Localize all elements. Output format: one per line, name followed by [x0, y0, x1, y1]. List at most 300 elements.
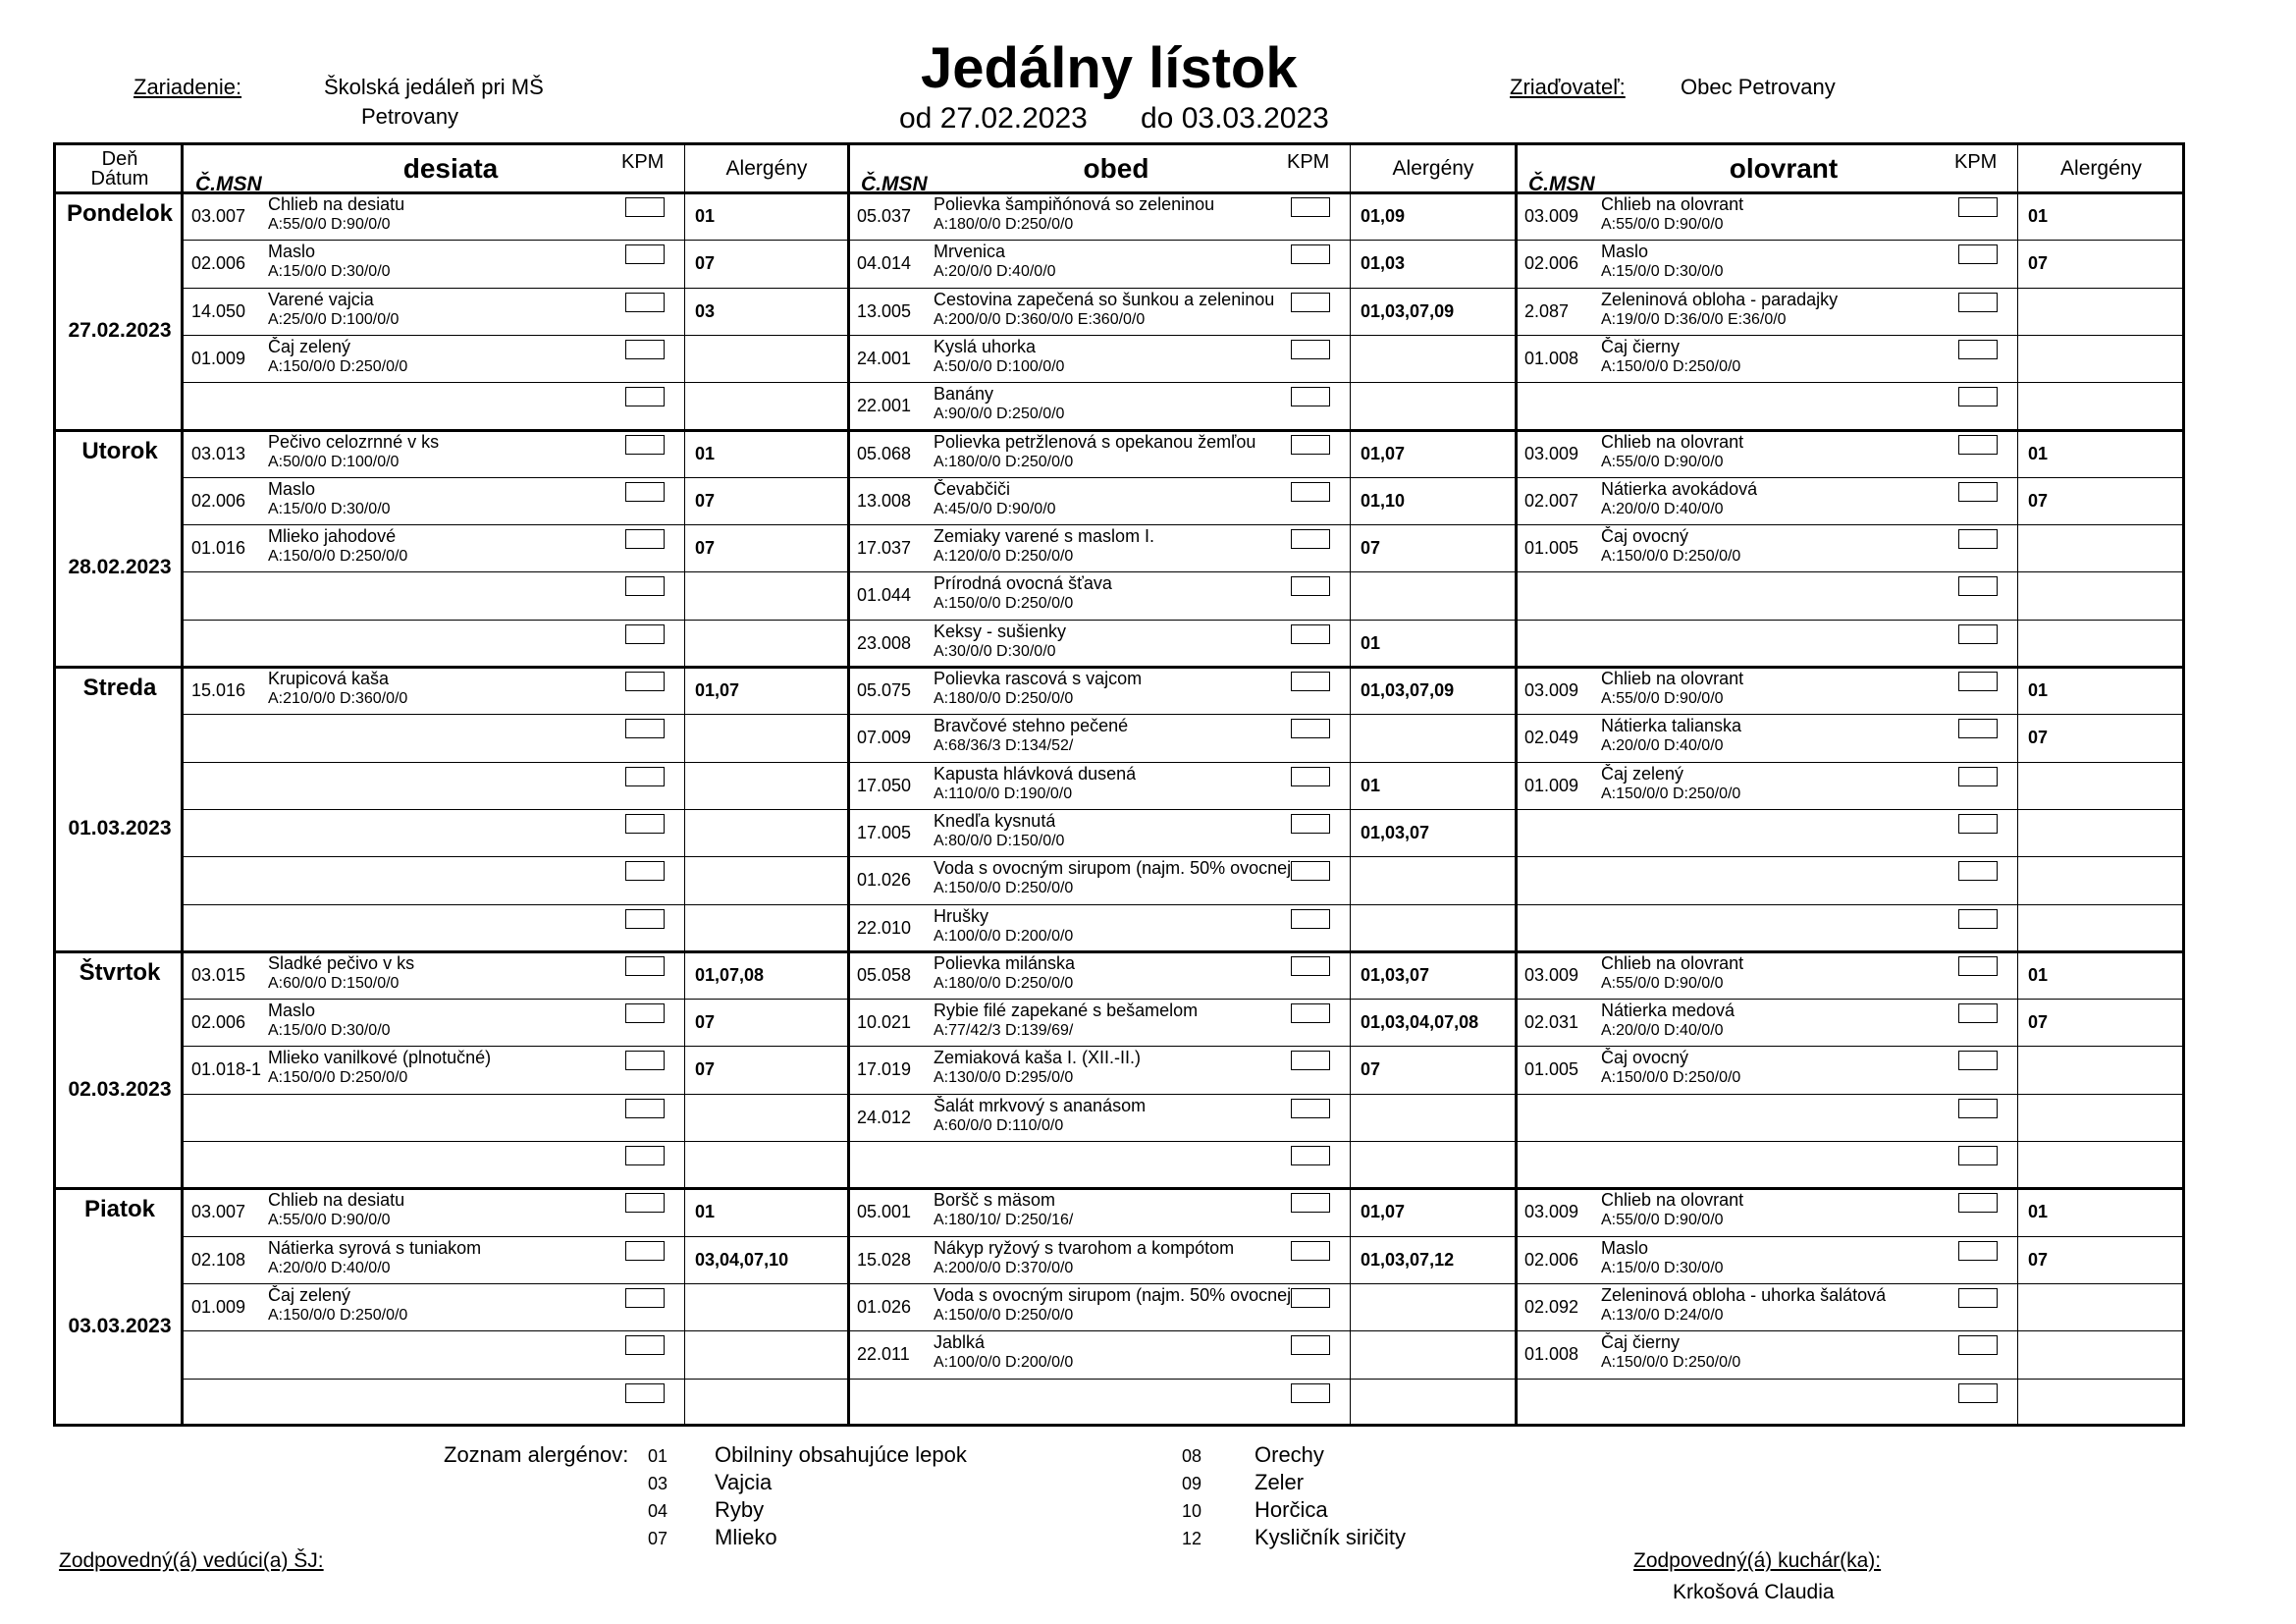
kpm-checkbox — [625, 1193, 665, 1213]
header-allergens: Alergény — [725, 157, 808, 180]
kpm-checkbox — [1291, 1241, 1330, 1261]
row-separator — [184, 762, 2182, 763]
kpm-checkbox — [1291, 529, 1330, 549]
allergen-code: 12 — [1182, 1529, 1202, 1548]
meal-name: Nátierka syrová s tuniakom — [268, 1237, 482, 1258]
meal-name: Maslo — [1601, 242, 1649, 262]
facility-label: Zariadenie: — [133, 75, 242, 99]
meal-portion: A:55/0/0 D:90/0/0 — [1601, 453, 1724, 470]
meal-name: Maslo — [1601, 1237, 1649, 1258]
meal-name: Čaj zelený — [268, 336, 351, 356]
column-divider — [1350, 145, 1351, 1424]
meal-code: 02.031 — [1524, 1012, 1579, 1033]
meal-allergens: 01,03,07 — [1361, 822, 1430, 842]
kpm-checkbox — [1958, 1335, 1998, 1355]
meal-name: Knedľa kysnutá — [934, 810, 1056, 831]
column-divider — [2017, 145, 2018, 1424]
day-date: 28.02.2023 — [68, 556, 172, 579]
row-separator — [184, 1046, 2182, 1047]
meal-name: Varené vajcia — [268, 289, 374, 309]
header-msn: Č.MSN — [861, 173, 928, 195]
kpm-checkbox — [1958, 719, 1998, 738]
meal-portion: A:100/0/0 D:200/0/0 — [934, 1354, 1074, 1372]
meal-code: 15.028 — [857, 1249, 912, 1270]
meal-code: 01.009 — [191, 348, 246, 368]
meal-portion: A:15/0/0 D:30/0/0 — [1601, 1259, 1724, 1276]
allergen-code: 07 — [648, 1529, 668, 1548]
meal-code: 22.010 — [857, 917, 912, 938]
day-name: Piatok — [83, 1196, 156, 1223]
facility-location: Petrovany — [361, 104, 459, 129]
row-separator — [184, 1379, 2182, 1380]
row-separator — [184, 288, 2182, 289]
meal-code: 01.016 — [191, 538, 246, 559]
kpm-checkbox — [1291, 1146, 1330, 1165]
header-section-obed: obed — [1083, 153, 1149, 184]
meal-name: Čaj ovocný — [1601, 526, 1689, 547]
meal-allergens: 07 — [695, 490, 716, 511]
kpm-checkbox — [1958, 387, 1998, 406]
founder-label: Zriaďovateľ: — [1510, 75, 1626, 99]
meal-code: 02.006 — [1524, 253, 1579, 274]
meal-portion: A:180/0/0 D:250/0/0 — [934, 690, 1074, 707]
meal-allergens: 03 — [695, 300, 716, 321]
meal-name: Čaj čierny — [1601, 336, 1681, 356]
meal-code: 24.001 — [857, 348, 912, 368]
meal-code: 13.005 — [857, 300, 912, 321]
meal-name: Chlieb na desiatu — [268, 194, 405, 214]
meal-allergens: 01 — [2028, 680, 2049, 700]
meal-code: 01.005 — [1524, 1059, 1579, 1080]
meal-portion: A:50/0/0 D:100/0/0 — [934, 357, 1065, 375]
meal-portion: A:150/0/0 D:250/0/0 — [1601, 548, 1741, 566]
meal-name: Mrvenica — [934, 242, 1006, 262]
meal-name: Sladké pečivo v ks — [268, 952, 415, 973]
meal-name: Prírodná ovocná šťava — [934, 573, 1112, 594]
meal-code: 02.092 — [1524, 1296, 1579, 1317]
meal-code: 17.037 — [857, 538, 912, 559]
meal-name: Čaj zelený — [268, 1284, 351, 1305]
meal-portion: A:68/36/3 D:134/52/ — [934, 737, 1074, 755]
row-separator — [184, 999, 2182, 1000]
kpm-checkbox — [1291, 956, 1330, 976]
meal-code: 03.007 — [191, 206, 246, 226]
kpm-checkbox — [625, 1051, 665, 1070]
allergen-code: 03 — [648, 1474, 668, 1493]
meal-portion: A:150/0/0 D:250/0/0 — [934, 595, 1074, 613]
meal-name: Maslo — [268, 478, 316, 499]
kpm-checkbox — [1958, 672, 1998, 691]
kpm-checkbox — [1958, 624, 1998, 644]
row-separator — [184, 856, 2182, 857]
kpm-checkbox — [625, 1383, 665, 1403]
meal-name: Nátierka medová — [1601, 1001, 1735, 1021]
kpm-checkbox — [1291, 909, 1330, 929]
meal-name: Zeleninová obloha - uhorka šalátová — [1601, 1284, 1887, 1305]
allergen-name: Mlieko — [715, 1525, 777, 1549]
kpm-checkbox — [1291, 624, 1330, 644]
meal-portion: A:200/0/0 D:360/0/0 E:360/0/0 — [934, 310, 1146, 328]
meal-portion: A:80/0/0 D:150/0/0 — [934, 832, 1065, 849]
meal-code: 05.001 — [857, 1202, 912, 1222]
meal-portion: A:180/10/ D:250/16/ — [934, 1212, 1074, 1229]
meal-portion: A:150/0/0 D:250/0/0 — [1601, 1354, 1741, 1372]
row-separator — [184, 904, 2182, 905]
kpm-checkbox — [1291, 340, 1330, 359]
header-kpm: KPM — [1287, 151, 1330, 173]
meal-name: Mlieko jahodové — [268, 526, 397, 547]
meal-portion: A:25/0/0 D:100/0/0 — [268, 310, 400, 328]
header-kpm: KPM — [1954, 151, 1998, 173]
kpm-checkbox — [625, 387, 665, 406]
kpm-checkbox — [625, 1003, 665, 1023]
meal-name: Čevabčiči — [934, 478, 1011, 499]
meal-allergens: 01 — [2028, 964, 2049, 985]
row-separator — [184, 620, 2182, 621]
meal-allergens: 01,07 — [1361, 443, 1406, 463]
meal-name: Keksy - sušienky — [934, 621, 1067, 641]
meal-portion: A:150/0/0 D:250/0/0 — [268, 1306, 408, 1324]
meal-portion: A:55/0/0 D:90/0/0 — [1601, 1212, 1724, 1229]
meal-portion: A:20/0/0 D:40/0/0 — [1601, 1022, 1724, 1040]
meal-portion: A:20/0/0 D:40/0/0 — [1601, 500, 1724, 517]
meal-code: 03.015 — [191, 964, 246, 985]
meal-code: 17.019 — [857, 1059, 912, 1080]
allergen-name: Kysličník siričity — [1255, 1525, 1407, 1549]
meal-allergens: 07 — [695, 1012, 716, 1033]
meal-name: Čaj zelený — [1601, 763, 1684, 784]
allergen-name: Zeler — [1255, 1470, 1305, 1494]
meal-allergens: 01,07 — [1361, 1202, 1406, 1222]
section-divider — [847, 145, 850, 1424]
kpm-checkbox — [1958, 1383, 1998, 1403]
meal-portion: A:13/0/0 D:24/0/0 — [1601, 1306, 1724, 1324]
meal-code: 01.009 — [1524, 775, 1579, 795]
allergen-code: 01 — [648, 1446, 668, 1466]
kpm-checkbox — [1291, 672, 1330, 691]
meal-name: Chlieb na olovrant — [1601, 669, 1744, 688]
meal-code: 2.087 — [1524, 300, 1570, 321]
meal-name: Jablká — [934, 1332, 986, 1353]
kpm-checkbox — [1958, 767, 1998, 786]
meal-code: 05.037 — [857, 206, 912, 226]
meal-name: Chlieb na olovrant — [1601, 952, 1744, 973]
row-separator — [184, 809, 2182, 810]
kpm-checkbox — [1958, 1003, 1998, 1023]
meal-allergens: 01,03,07,09 — [1361, 300, 1455, 321]
header-msn: Č.MSN — [1528, 173, 1595, 195]
row-separator — [184, 524, 2182, 525]
meal-name: Kapusta hlávková dusená — [934, 763, 1137, 784]
meal-code: 03.013 — [191, 443, 246, 463]
kpm-checkbox — [1958, 576, 1998, 596]
meal-code: 01.044 — [857, 585, 912, 606]
meal-name: Polievka rascová s vajcom — [934, 669, 1143, 688]
meal-code: 01.018-1 — [191, 1059, 262, 1080]
meal-allergens: 01 — [1361, 632, 1381, 653]
meal-name: Cestovina zapečená so šunkou a zeleninou — [934, 289, 1275, 309]
meal-portion: A:19/0/0 D:36/0/0 E:36/0/0 — [1601, 310, 1787, 328]
kpm-checkbox — [1958, 814, 1998, 834]
kpm-checkbox — [625, 1288, 665, 1308]
row-separator — [184, 1094, 2182, 1095]
meal-portion: A:110/0/0 D:190/0/0 — [934, 785, 1073, 802]
meal-portion: A:55/0/0 D:90/0/0 — [1601, 690, 1724, 707]
header-allergens: Alergény — [1392, 157, 1474, 180]
day-name: Štvrtok — [79, 958, 161, 986]
meal-name: Hrušky — [934, 905, 989, 926]
kpm-checkbox — [625, 576, 665, 596]
meal-portion: A:15/0/0 D:30/0/0 — [268, 1022, 391, 1040]
kpm-checkbox — [1958, 244, 1998, 264]
meal-portion: A:15/0/0 D:30/0/0 — [268, 500, 391, 517]
meal-portion: A:150/0/0 D:250/0/0 — [268, 357, 408, 375]
kpm-checkbox — [1958, 293, 1998, 312]
page-title: Jedálny lístok — [921, 36, 1298, 100]
kpm-checkbox — [1958, 1241, 1998, 1261]
kpm-checkbox — [625, 909, 665, 929]
kpm-checkbox — [625, 719, 665, 738]
meal-code: 15.016 — [191, 680, 246, 700]
kpm-checkbox — [1958, 1193, 1998, 1213]
meal-portion: A:150/0/0 D:250/0/0 — [934, 1306, 1074, 1324]
meal-portion: A:20/0/0 D:40/0/0 — [268, 1259, 391, 1276]
kpm-checkbox — [1291, 435, 1330, 455]
meal-portion: A:150/0/0 D:250/0/0 — [1601, 357, 1741, 375]
meal-name: Nákyp ryžový s tvarohom a kompótom — [934, 1237, 1235, 1258]
meal-code: 02.006 — [1524, 1249, 1579, 1270]
allergen-name: Orechy — [1255, 1442, 1324, 1467]
meal-portion: A:130/0/0 D:295/0/0 — [934, 1069, 1074, 1087]
day-date: 01.03.2023 — [68, 816, 172, 839]
meal-code: 10.021 — [857, 1012, 912, 1033]
meal-allergens: 01,07 — [695, 680, 740, 700]
kpm-checkbox — [1958, 956, 1998, 976]
meal-portion: A:90/0/0 D:250/0/0 — [934, 406, 1065, 423]
kpm-checkbox — [625, 1146, 665, 1165]
meal-allergens: 01 — [1361, 775, 1381, 795]
kpm-checkbox — [625, 767, 665, 786]
kpm-checkbox — [1958, 197, 1998, 217]
kpm-checkbox — [1291, 1383, 1330, 1403]
kpm-checkbox — [1291, 1099, 1330, 1118]
meal-portion: A:15/0/0 D:30/0/0 — [1601, 263, 1724, 281]
header-day: Deň — [101, 148, 138, 170]
allergen-code: 04 — [648, 1501, 668, 1521]
meal-code: 01.008 — [1524, 1344, 1579, 1365]
meal-allergens: 01,03,07 — [1361, 964, 1430, 985]
meal-name: Mlieko vanilkové (plnotučné) — [268, 1048, 492, 1068]
meal-name: Chlieb na desiatu — [268, 1190, 405, 1211]
kpm-checkbox — [1291, 244, 1330, 264]
allergen-name: Obilniny obsahujúce lepok — [715, 1442, 967, 1467]
meal-portion: A:180/0/0 D:250/0/0 — [934, 974, 1074, 992]
meal-code: 01.005 — [1524, 538, 1579, 559]
meal-portion: A:120/0/0 D:250/0/0 — [934, 548, 1074, 566]
meal-allergens: 07 — [695, 253, 716, 274]
cook-name: Krkošová Claudia — [1673, 1581, 1835, 1603]
header-allergens: Alergény — [2060, 157, 2142, 180]
meal-allergens: 01 — [695, 443, 716, 463]
row-separator — [184, 382, 2182, 383]
header-msn: Č.MSN — [195, 173, 262, 195]
meal-name: Šalát mrkvový s ananásom — [934, 1095, 1147, 1115]
meal-allergens: 07 — [2028, 1249, 2049, 1270]
row-separator — [184, 477, 2182, 478]
meal-allergens: 01,03,07,09 — [1361, 680, 1455, 700]
kpm-checkbox — [1291, 719, 1330, 738]
meal-name: Chlieb na olovrant — [1601, 194, 1744, 214]
kpm-checkbox — [1291, 1193, 1330, 1213]
meal-portion: A:50/0/0 D:100/0/0 — [268, 453, 400, 470]
day-date: 03.03.2023 — [68, 1315, 172, 1338]
meal-portion: A:45/0/0 D:90/0/0 — [934, 500, 1056, 517]
header-date: Dátum — [90, 168, 149, 189]
kpm-checkbox — [1291, 482, 1330, 502]
meal-name: Zeleninová obloha - paradajky — [1601, 289, 1839, 309]
head-signature-label: Zodpovedný(á) vedúci(a) ŠJ: — [59, 1549, 324, 1572]
kpm-checkbox — [625, 861, 665, 881]
meal-allergens: 03,04,07,10 — [695, 1249, 789, 1270]
meal-portion: A:150/0/0 D:250/0/0 — [1601, 1069, 1741, 1087]
kpm-checkbox — [1958, 435, 1998, 455]
meal-portion: A:55/0/0 D:90/0/0 — [1601, 974, 1724, 992]
kpm-checkbox — [1958, 861, 1998, 881]
row-separator — [184, 571, 2182, 572]
meal-allergens: 01,07,08 — [695, 964, 765, 985]
kpm-checkbox — [1958, 1146, 1998, 1165]
meal-portion: A:180/0/0 D:250/0/0 — [934, 453, 1074, 470]
meal-allergens: 07 — [2028, 490, 2049, 511]
meal-name: Nátierka avokádová — [1601, 478, 1758, 499]
meal-code: 03.009 — [1524, 1202, 1579, 1222]
meal-code: 01.026 — [857, 1296, 912, 1317]
allergen-legend-label: Zoznam alergénov: — [444, 1442, 629, 1467]
kpm-checkbox — [625, 672, 665, 691]
day-date: 27.02.2023 — [68, 318, 172, 342]
meal-allergens: 01,10 — [1361, 490, 1406, 511]
meal-portion: A:60/0/0 D:150/0/0 — [268, 974, 400, 992]
kpm-checkbox — [1958, 1099, 1998, 1118]
founder-value: Obec Petrovany — [1681, 75, 1836, 99]
meal-code: 03.009 — [1524, 680, 1579, 700]
meal-code: 23.008 — [857, 632, 912, 653]
meal-name: Voda s ovocným sirupom (najm. 50% ovocnej — [934, 1284, 1291, 1305]
kpm-checkbox — [1958, 340, 1998, 359]
kpm-checkbox — [1291, 1288, 1330, 1308]
meal-code: 14.050 — [191, 300, 246, 321]
menu-table — [53, 142, 2185, 1427]
header-section-desiata: desiata — [402, 153, 499, 184]
meal-portion: A:15/0/0 D:30/0/0 — [268, 263, 391, 281]
meal-code: 02.006 — [191, 253, 246, 274]
meal-name: Zemiaková kaša I. (XII.-II.) — [934, 1048, 1142, 1068]
meal-allergens: 01 — [695, 206, 716, 226]
meal-allergens: 01 — [2028, 443, 2049, 463]
kpm-checkbox — [625, 340, 665, 359]
row-separator — [184, 1141, 2182, 1142]
meal-allergens: 01 — [695, 1202, 716, 1222]
meal-code: 17.005 — [857, 822, 912, 842]
meal-name: Polievka petržlenová s opekanou žemľou — [934, 431, 1256, 452]
row-separator — [184, 1236, 2182, 1237]
meal-name: Maslo — [268, 1001, 316, 1021]
kpm-checkbox — [1958, 529, 1998, 549]
allergen-name: Ryby — [715, 1497, 765, 1522]
allergen-name: Horčica — [1255, 1497, 1328, 1522]
meal-portion: A:180/0/0 D:250/0/0 — [934, 216, 1074, 233]
meal-portion: A:55/0/0 D:90/0/0 — [268, 216, 391, 233]
kpm-checkbox — [1291, 861, 1330, 881]
meal-portion: A:150/0/0 D:250/0/0 — [934, 880, 1074, 897]
day-name: Streda — [82, 675, 157, 701]
kpm-checkbox — [625, 293, 665, 312]
meal-allergens: 07 — [1361, 1059, 1381, 1080]
meal-allergens: 01 — [2028, 1202, 2049, 1222]
kpm-checkbox — [1958, 1051, 1998, 1070]
header-day-date — [56, 145, 184, 192]
meal-portion: A:77/42/3 D:139/69/ — [934, 1022, 1074, 1040]
meal-portion: A:210/0/0 D:360/0/0 — [268, 690, 408, 707]
header-kpm: KPM — [621, 151, 665, 173]
meal-allergens: 07 — [695, 1059, 716, 1080]
meal-code: 04.014 — [857, 253, 912, 274]
meal-name: Boršč s mäsom — [934, 1190, 1056, 1211]
meal-name: Polievka šampiňónová so zeleninou — [934, 194, 1215, 214]
meal-allergens: 07 — [1361, 538, 1381, 559]
meal-code: 24.012 — [857, 1107, 912, 1127]
meal-allergens: 01,09 — [1361, 206, 1406, 226]
meal-name: Zemiaky varené s maslom I. — [934, 526, 1155, 547]
meal-name: Polievka milánska — [934, 952, 1076, 973]
kpm-checkbox — [1291, 1051, 1330, 1070]
meal-code: 13.008 — [857, 490, 912, 511]
meal-name: Čaj ovocný — [1601, 1048, 1689, 1068]
kpm-checkbox — [1291, 293, 1330, 312]
day-name: Pondelok — [66, 200, 173, 227]
kpm-checkbox — [1291, 387, 1330, 406]
meal-code: 02.007 — [1524, 490, 1579, 511]
meal-code: 02.006 — [191, 490, 246, 511]
meal-portion: A:200/0/0 D:370/0/0 — [934, 1259, 1074, 1276]
allergen-code: 10 — [1182, 1501, 1202, 1521]
kpm-checkbox — [625, 814, 665, 834]
meal-name: Čaj čierny — [1601, 1332, 1681, 1353]
kpm-checkbox — [1958, 909, 1998, 929]
meal-code: 07.009 — [857, 728, 912, 748]
meal-code: 05.075 — [857, 680, 912, 700]
kpm-checkbox — [1291, 1003, 1330, 1023]
meal-allergens: 07 — [695, 538, 716, 559]
row-separator — [184, 240, 2182, 241]
meal-code: 03.009 — [1524, 964, 1579, 985]
meal-name: Rybie filé zapekané s bešamelom — [934, 1001, 1199, 1021]
row-separator — [184, 1283, 2182, 1284]
day-date: 02.03.2023 — [68, 1077, 172, 1101]
meal-code: 03.007 — [191, 1202, 246, 1222]
kpm-checkbox — [625, 244, 665, 264]
date-to: do 03.03.2023 — [1141, 102, 1329, 135]
meal-code: 02.049 — [1524, 728, 1579, 748]
meal-name: Bravčové stehno pečené — [934, 716, 1129, 736]
meal-portion: A:30/0/0 D:30/0/0 — [934, 642, 1056, 660]
meal-allergens: 01 — [2028, 206, 2049, 226]
section-divider — [1515, 145, 1518, 1424]
meal-portion: A:55/0/0 D:90/0/0 — [1601, 216, 1724, 233]
meal-code: 05.068 — [857, 443, 912, 463]
meal-code: 02.108 — [191, 1249, 246, 1270]
meal-code: 01.008 — [1524, 348, 1579, 368]
